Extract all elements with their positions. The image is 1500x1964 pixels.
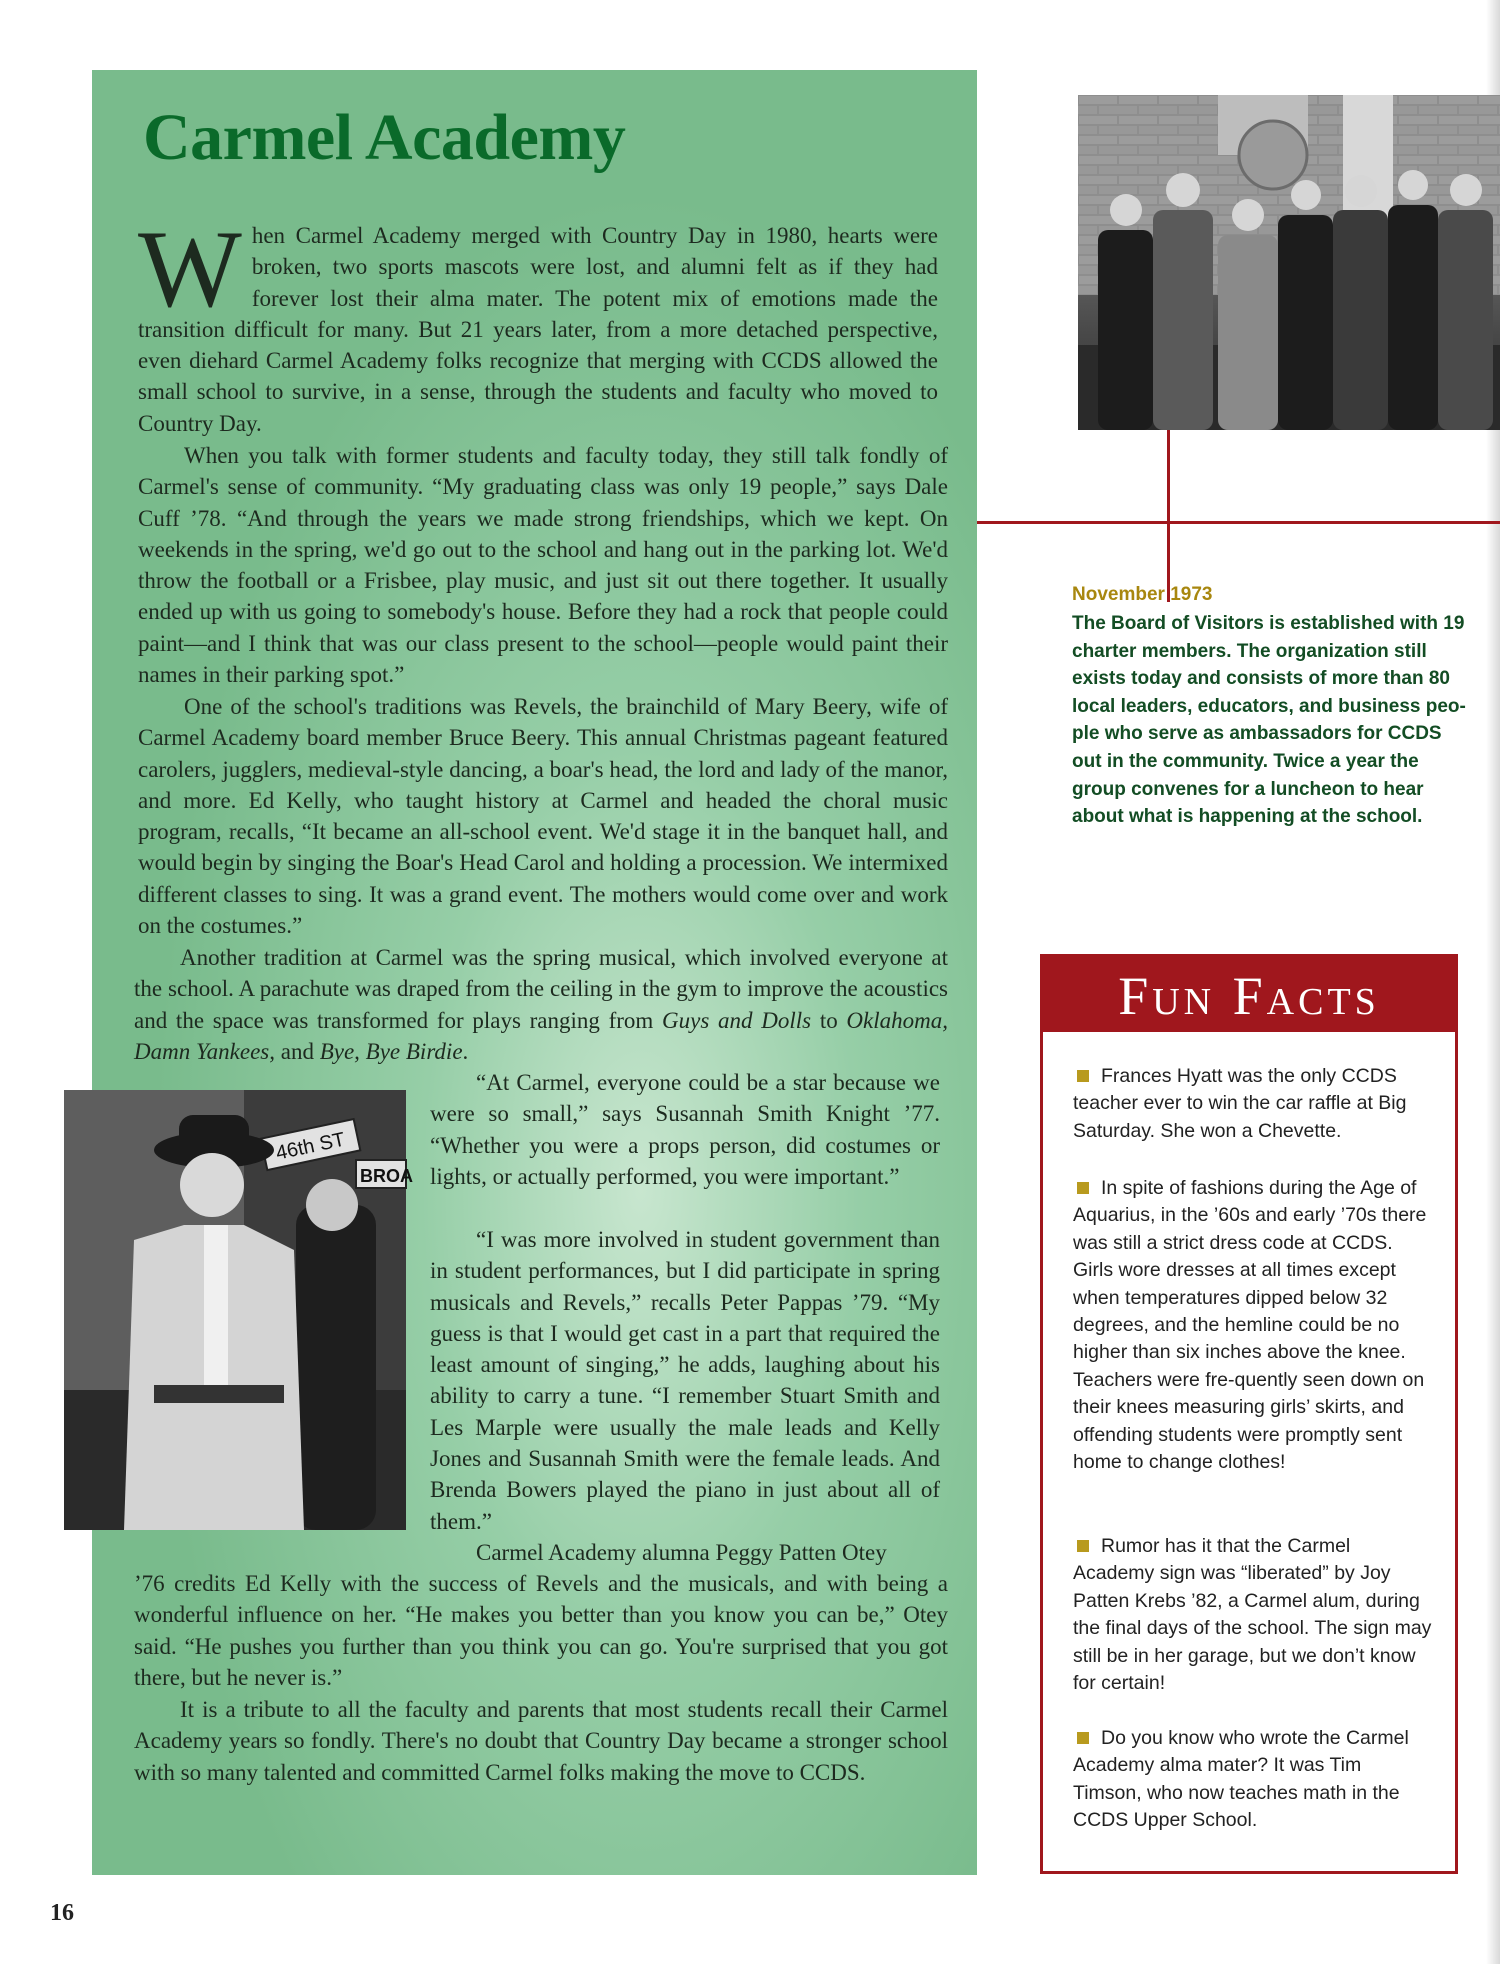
- article-paragraph-6: “I was more involved in student government than in student performances, but I did participate in spring musicals and Revels,” recalls Peter Pappas ’79. “My guess is that I would get cast in a part that required the least amount of singing,” he adds, laughing about his ability to carry a tune. “I remember Stuart Smith and Les Marple were usually the male leads and Kelly Jones and Susannah Smith were the female leads. And Brenda Bowers played the piano in just about all of them.”: [430, 1227, 940, 1534]
- fun-fact-item: In spite of fashions during the Age of Aquarius, in the ’60s and early ’70s there was still a strict dress code at CCDS. Girls wore dresses at all times except when temperatures dipped below 32 degrees, and the hemline could be no higher than six inches above the knee. Teachers were fre-quently seen down on their knees measuring girls’ skirts, and offending students were promptly sent home to change clothes!: [1073, 1177, 1427, 1474]
- drop-cap: W: [138, 208, 242, 330]
- square-bullet-icon: [1077, 1732, 1089, 1744]
- show-title: Bye, Bye Birdie: [319, 1038, 463, 1064]
- fun-facts-box: [1040, 954, 1458, 1874]
- svg-text:BROA: BROA: [360, 1166, 413, 1186]
- article-paragraph-7-first-line: Carmel Academy alumna Peggy Patten Otey: [476, 1540, 887, 1565]
- timeline-horizontal-line: [977, 521, 1500, 524]
- article-paragraph-5: “At Carmel, everyone could be a star because we were so small,” says Susannah Smith Knight ’77. “Whether you were a props person, did costumes or lights, or actually performed, you were important.”: [430, 1070, 940, 1189]
- timeline-vertical-line: [1167, 430, 1170, 602]
- fun-fact-item: Do you know who wrote the Carmel Academy alma mater? It was Tim Timson, who now teaches math in the CCDS Upper School.: [1073, 1727, 1409, 1832]
- student-performance-photo: [64, 1090, 413, 1530]
- group-photo-illustration: [1078, 95, 1500, 430]
- timeline-caption: The Board of Visitors is established with 19 charter members. The organization still exists today and consists of more than 80 local leaders, educators, and business peo-ple who serve as ambassadors for CCDS out in the community. Twice a year the group convenes for a luncheon to hear about what is happening at the school.: [1072, 613, 1466, 828]
- article-paragraph-2: When you talk with former students and faculty today, they still talk fondly of Carmel's sense of community. “My graduating class was only 19 people,” says Dale Cuff ’78. “And through the years we made strong friendships, which we kept. On weekends in the spring, we'd go out to the school and hang out in the parking lot. We'd throw the football or a Frisbee, play music, and just sit out there together. It usually ended up with us going to somebody's house. Before they had a rock that people could paint—and I think that was our class present to the school—people would paint their names in their parking spot.”: [138, 443, 948, 688]
- article-paragraph-4: Another tradition at Carmel was the spring musical, which involved everyone at the school. A parachute was draped from the ceiling in the gym to improve the acoustics and the space was transformed for plays ranging from Guys and Dolls to Oklahoma, Damn Yankees, and Bye, Bye Birdie.: [134, 945, 948, 1064]
- square-bullet-icon: [1077, 1182, 1089, 1194]
- fun-fact-item: Rumor has it that the Carmel Academy sign was “liberated” by Joy Patten Krebs ’82, a Carmel alum, during the final days of the school. The sign may still be in her garage, but we don’t know for certain!: [1073, 1535, 1432, 1695]
- timeline-date: November 1973: [1072, 584, 1213, 605]
- fun-fact-item: Frances Hyatt was the only CCDS teacher ever to win the car raffle at Big Saturday. She won a Chevette.: [1073, 1065, 1407, 1142]
- square-bullet-icon: [1077, 1070, 1089, 1082]
- svg-text:46th ST: 46th ST: [273, 1128, 347, 1165]
- show-title: Oklahoma, Damn Yankees,: [134, 1007, 948, 1064]
- page-number: 16: [50, 1900, 74, 1926]
- square-bullet-icon: [1077, 1540, 1089, 1552]
- performance-photo-illustration: [64, 1090, 413, 1530]
- show-title: Guys and Dolls: [662, 1007, 812, 1033]
- article-paragraph-7: ’76 credits Ed Kelly with the success of Revels and the musicals, and with being a wonderful influence on her. “He makes you better than you know you can be,” Otey said. “He pushes you further than you think you can go. You're surprised that you got there, but he never is.”: [134, 1571, 948, 1690]
- article-paragraph-8: It is a tribute to all the faculty and parents that most students recall their Carmel Academy years so fondly. There's no doubt that Country Day became a stronger school with so many talented and committed Carmel folks making the move to CCDS.: [134, 1697, 948, 1785]
- article-title: Carmel Academy: [143, 101, 626, 174]
- fun-facts-title: Fun Facts: [1043, 957, 1455, 1032]
- article-paragraph-3: One of the school's traditions was Revels, the brainchild of Mary Beery, wife of Carmel Academy board member Bruce Beery. This annual Christmas pageant featured carolers, jugglers, medieval-style dancing, a boar's head, the lord and lady of the manor, and more. Ed Kelly, who taught history at Carmel and headed the choral music program, recalls, “It became an all-school event. We'd stage it in the banquet hall, and would begin by singing the Boar's Head Carol and holding a procession. We intermixed different classes to sing. It was a grand event. The mothers would come over and work on the costumes.”: [138, 694, 948, 939]
- article-paragraph-1: When Carmel Academy merged with Country Day in 1980, hearts were broken, two sports mascots were lost, and alumni felt as if they had forever lost their alma mater. The potent mix of emotions made the transition difficult for many. But 21 years later, from a more detached perspective, even diehard Carmel Academy folks recognize that merging with CCDS allowed the small school to survive, in a sense, through the students and faculty who moved to Country Day.: [138, 208, 938, 436]
- board-of-visitors-photo: [1078, 95, 1500, 430]
